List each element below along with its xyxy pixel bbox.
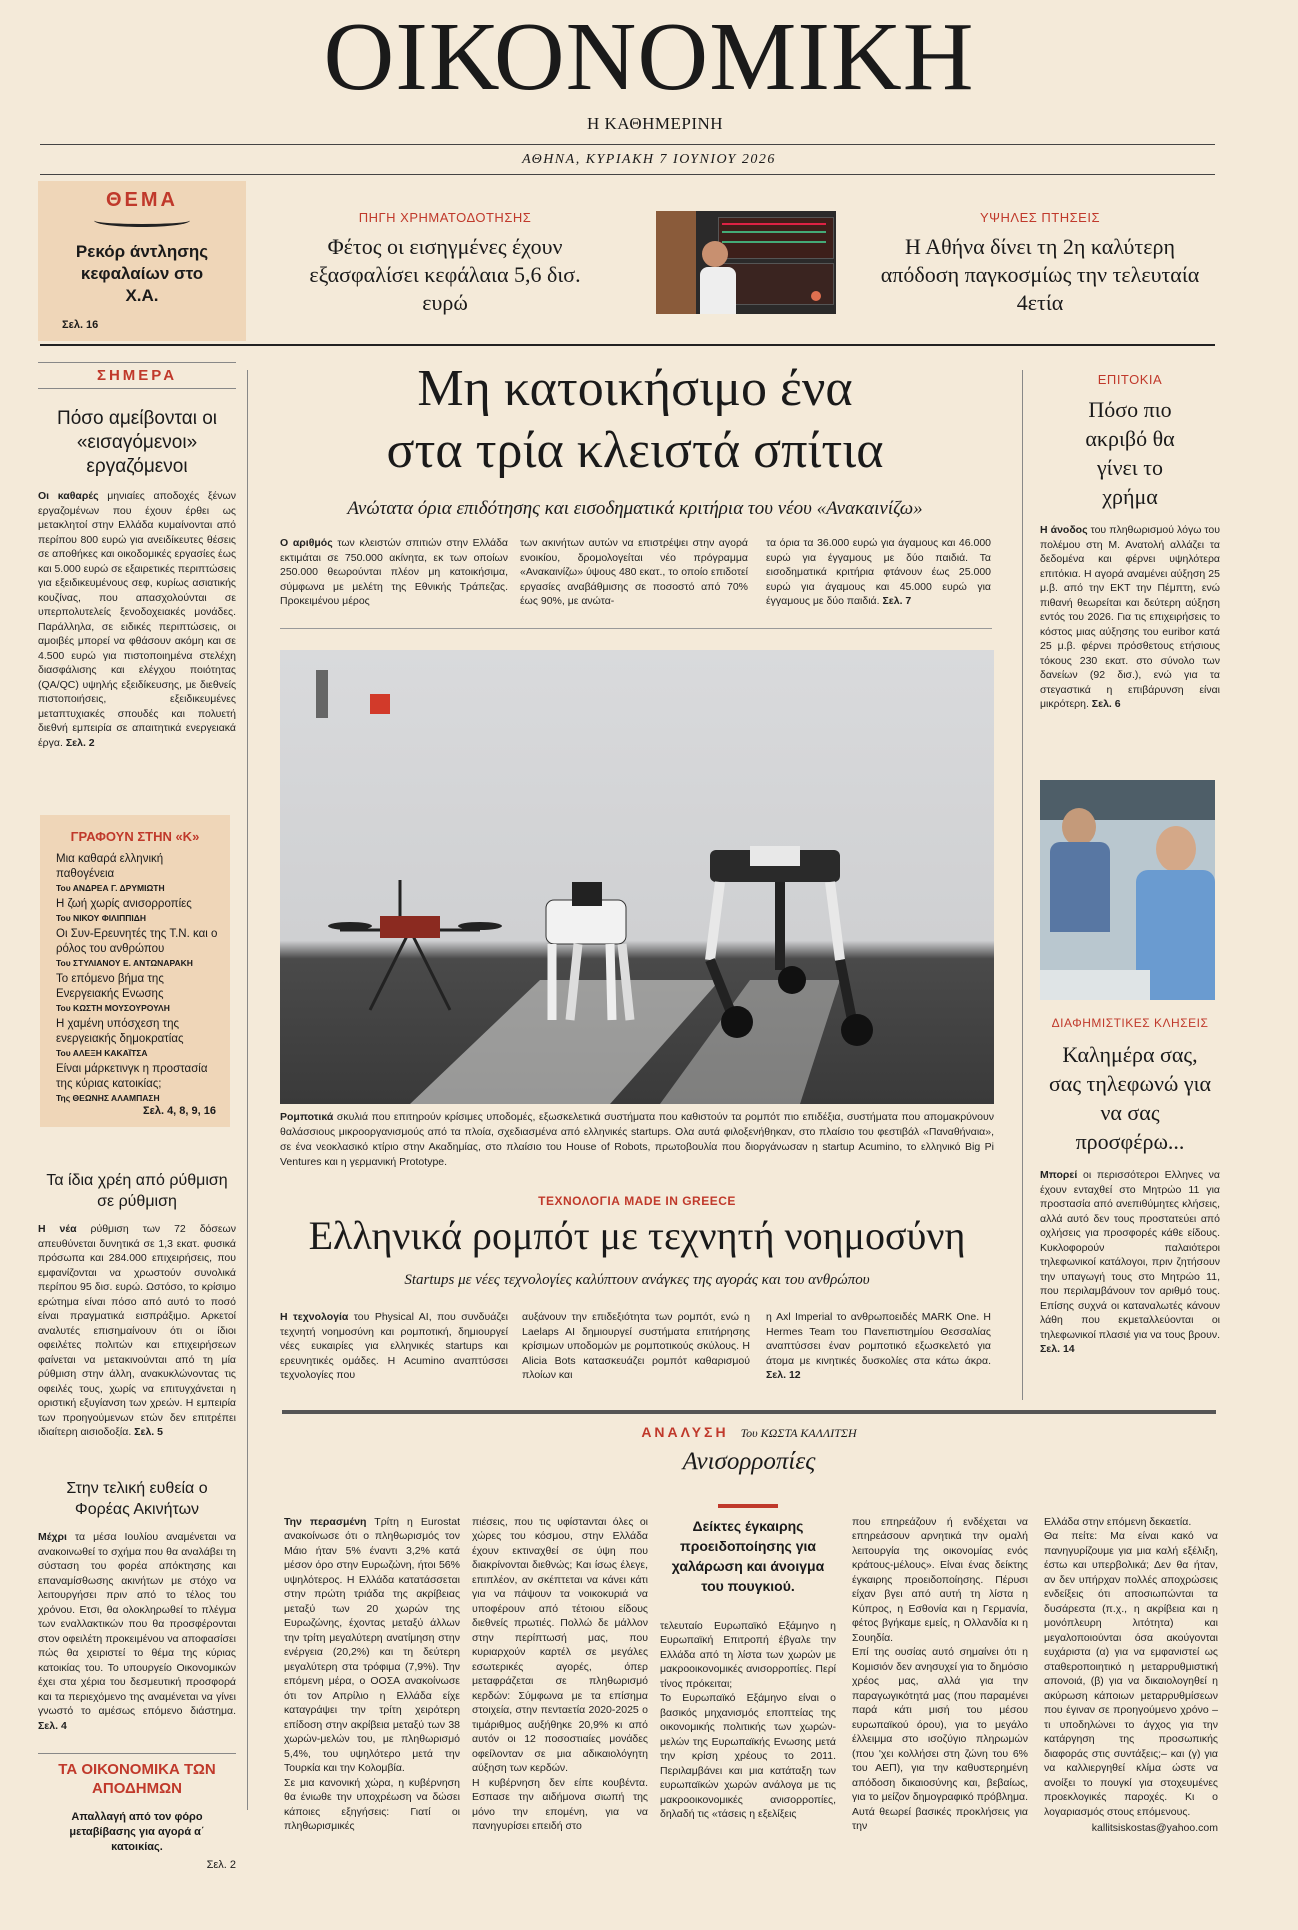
masthead-title: ΟΙΚΟΝΟΜΙΚΗ [323,3,975,111]
writer-title: Μια καθαρά ελληνική παθογένεια [56,853,164,880]
robots-col-2: αυξάνουν την επιδεξιότητα των ρομπότ, ενώ η Laelaps AI δημιουργεί συστήματα επιτήρησης κρίσιμων υποδομών με ρομποτικούς σκύλους. Η Alicia Bots κατασκευάζει ρομπότ καθαρισμού πλοίων και [522,1311,750,1381]
top-mid-story[interactable] [300,210,590,317]
writer-title: Είναι μάρκετινγκ η προστασία της κύριας κατοικίας; [56,1063,208,1090]
rates-body: Η άνοδος του πληθωρισμού λόγω του πολέμου στη Μ. Ανατολή αλλάζει τα δεδομένα και φέρνει υψηλότερα επιτόκια. Η αγορά αναμένει αύξηση 25 μ.β. από την ΕΚΤ την Πέμπτη, ενώ πιθανή θεωρείται και δεύτερη αύξηση εντός του 2026. Για τις επιχειρήσεις το κόστος μιας αύξησης του euribor κατά 25 μ.β. φέρνει πρόσθετους ετήσιους τόκους 230 εκατ. στο σύνολο των δανείων (92 δισ.), ενώ για τα στεγαστικά η επιβάρυνση είναι μικρότερη. Σελ. 6 [1040,524,1220,710]
writer-author: Της ΘΕΩΝΗΣ ΑΛΑΜΠΑΣΗ [56,1093,160,1103]
writer-item[interactable] [56,1017,220,1059]
writer-author: Του ΚΩΣΤΗ ΜΟΥΣΟΥΡΟΥΛΗ [56,1003,170,1013]
robots-headline[interactable]: Ελληνικά ρομπότ με τεχνητή νοημοσύνη [308,1213,966,1258]
writers-box [40,815,230,1127]
rates-headline: Πόσο πιο ακριβό θα γίνει το χρήμα [1085,397,1175,509]
writer-author: Του ΑΝΔΡΕΑ Γ. ΔΡΥΜΙΩΤΗ [56,883,165,893]
trader-photo [656,211,836,314]
photo-caption: Ρομποτικά σκυλιά που επιτηρούν κρίσιμες υποδομές, εξωσκελετικά συστήματα που καθιστούν τα ρομπότ πιο επιδέξια, συστήματα που απομακρύνουν θαλάσσιους μικροοργανισμούς από τα πλοία, σχεδιασμένα από ελληνικές startups. Ολα αυτά φιλοξενήθηκαν, στο πλαίσιο του φεστιβάλ «Παναθήναια», σε ένα νεοκλασικό κτίριο στην Ακαδημίας, στο πλαίσιο του House of Robots, πρωτοβουλία που διοργάνωσαν η startup Acumino, το ελληνικό Big Pi Ventures και η γερμανική Prototype. [280,1111,994,1168]
today-label: ΣΗΜΕΡΑ [96,367,178,384]
writers-list [56,852,220,1104]
calls-kicker: ΔΙΑΦΗΜΙΣΤΙΚΕΣ ΚΛΗΣΕΙΣ [1051,1016,1209,1030]
writer-item[interactable] [56,1062,220,1104]
tax-story[interactable] [38,1753,236,1871]
analysis-label: ΑΝΑΛΥΣΗ [641,1424,729,1440]
masthead-subtitle: Η ΚΑΘΗΜΕΡΙΝΗ [586,114,724,133]
fund-body: Μέχρι τα μέσα Ιουλίου αναμένεται να ανακοινωθεί το σχήμα που θα αναλάβει τη σύσταση του φορέα απόκτησης και επαναμίσθωσης ακινήτων με στόχο να λειτουργήσει πριν από το τέλος του χρόνου. Ετσι, θα ολοκληρωθεί το πλέγμα των εναλλακτικών που θα προσφέρονται στον οφειλέτη προκειμένου να αποφασίσει πώς θα χειριστεί το θέμα της κύριας κατοικίας του. Το υπουργείο Οικονομικών έχει στα χέρια του δεσμευτική προσφορά και τα περιεχόμενο της αναμένεται να γίνει γνωστό το αμέσως επόμενο διάστημα. Σελ. 4 [38,1531,236,1732]
writer-title: Η ζωή χωρίς ανισορροπίες [56,898,192,910]
writer-item[interactable] [56,972,220,1014]
thema-ref: Σελ. 16 [62,319,99,331]
debt-headline: Τα ίδια χρέη από ρύθμιση σε ρύθμιση [46,1172,228,1210]
main-headline-line-1: Μη κατοικήσιμο ένα [417,360,853,417]
writer-item[interactable] [56,897,220,924]
writer-title: Οι Συν-Ερευνητές της Τ.Ν. και ο ρόλος του ανθρώπου [56,928,218,955]
today-body: Οι καθαρές μηνιαίες αποδοχές ξένων εργαζομένων που έχουν έρθει ως μετακλητοί στην Ελλάδα κυμαίνονται από περίπου 800 ευρώ για ανειδίκευτες θέσεις σε αποθήκες και οικοδομικές εργασίες έως και 5.000 ευρώ σε εξαιρετικές περιπτώσεις για εξειδικευμένους σεφ, κυρίως ασιατικής κουζίνας, που απασχολούνται σε υπερπολυτελείς ξενοδοχειακές μονάδες. Παράλληλα, σε ειδικές περιπτώσεις, οι αμοιβές μπορεί να φθάσουν ακόμη και σε 4.500 ευρώ για πιστοποιημένα στελέχη διασφάλισης και ελέγχου ποιότητας (QA/QC) υψηλής εξειδίκευσης, με διεθνείς πιστοποιήσεις, εξειδικευμένες μεταπτυχιακές σπουδές και πολυετή διεθνή εμπειρία σε απαιτητικά ενεργειακά έργα. Σελ. 2 [38,490,236,749]
writer-author: Του ΝΙΚΟΥ ΦΙΛΙΠΠΙΔΗ [56,913,146,923]
analysis-email[interactable]: kallitsiskostas@yahoo.com [1091,1822,1218,1834]
analysis-title[interactable]: Ανισορροπίες [682,1448,816,1475]
writer-item[interactable] [56,927,220,969]
analysis-col-5: Ελλάδα στην επόμενη δεκαετία. Θα πείτε: Μα είναι κακό να πανηγυρίζουμε για μια καλή εξέλιξη, έστω και υπερβολικά; Δεν θα ήταν, αν δεν υπήρχαν πολλές αποχρώσεις ενδείξεις ότι αποσιωπώνται τα δυσάρεστα (π.χ., η ακρίβεια και η μονόπλευρη λιτότητα) και μεγαλοποιούνται όσα ακούγονται ευχάριστα (α) για να εμφανιστεί ως σταθεροποιητικό η μεταρρυθμιστική απονοιά, (β) για να δικαιολογηθεί η ακύρωση κάποιων μεταρρυθμίσεων που έγιναν σε προηγούμενο χρόνο – τι υποδηλώνει το άγχος για την κατάργηση της προσωπικής διαφοράς στις συντάξεις;– και (γ) για να καλλιεργηθεί κλίμα ώστε να ανοίξει το πουγκί για στοχευμένες προεκλογικές παροχές. Κι ο λογαριασμός στους επόμενους. kallitsiskostas@yahoo.com [1044,1515,1218,1834]
writer-author: Του ΑΛΕΞΗ ΚΑΚΑΪΤΣΑ [56,1048,148,1058]
analysis-col-4: που επηρεάζουν ή ενδέχεται να επηρεάσουν αρνητικά την ομαλή λειτουργία της οικονομίας ενός κράτους-μέλους». Είναι ένας δείκτης έγκαιρης προειδοποίησης. Πέρυσι είχαν βγει από αυτή τη λίστα η Κύπρος, η Εσθονία και η Γερμανία, φέτος βγήκαμε εμείς, η Ολλανδία κι η Σουηδία. Επί της ουσίας αυτό σημαίνει ότι η Κομισιόν δεν ανησυχεί για το δημόσιο χρέος μας, αλλά για την παραγωγικότητά μας (που παραμένει παρά κάτι μισή του μέσου ευρωπαϊκού όρου), για το μεγάλο έλλειμμα στο ισοζύγιο πληρωμών (που 'χει κολλήσει στη ζώνη του 6% του ΑΕΠ), για την καθυστερημένη απόδοση δικαιοσύνης και, βεβαίως, για το μείζον δημογραφικό πρόβλημα. Αυτά θεωρεί βασικές προκλήσεις για την [852,1515,1028,1832]
writer-author: Του ΣΤΥΛΙΑΝΟΥ Ε. ΑΝΤΩΝΑΡΑΚΗ [56,958,193,968]
tax-ref: Σελ. 2 [206,1859,236,1871]
calls-body: Μπορεί οι περισσότεροι Ελληνες να έχουν ενταχθεί στο Μητρώο 11 για προστασία από ανεπιθύμητες κλήσεις, αλλά αυτό δεν τους προστατεύει από οχλήσεις για προσφορές κάθε είδους. Κυκλοφορούν παλαιότεροι τηλεφωνικοί κατάλογοι, πριν ζητήσουν την υπαγωγή τους στο Μητρώο 11, που περιλαμβάνουν τον αριθμό τους. Επίσης συχνά οι καταναλωτές κάνουν λάθη που εκμεταλλεύονται οι τηλεφωνικοί πλασιέ για να τους βρουν. Σελ. 14 [1040,1169,1220,1355]
robots-col-1: Η τεχνολογία του Physical AI, που συνδυάζει τεχνητή νοημοσύνη και ρομποτική, δημιουργεί νέες ευκαιρίες για ελληνικές startups και ερευνητικές ομάδες. Η Acumino αναπτύσσει τεχνολογίες που [280,1311,508,1381]
tax-body: Απαλλαγή από τον φόρο μεταβίβασης για αγορά α΄ κατοικίας. [69,1811,205,1853]
calls-story[interactable] [1040,1016,1220,1357]
analysis-header [282,1424,1216,1442]
main-col-2: των ακινήτων αυτών να επιστρέψει στην αγορά ενοικίου, δρομολογείται νέο πρόγραμμα «Ανακαινίζω» ύψους 480 εκατ., το οποίο επιδοτεί εργασίες αναβάθμισης σε ποσοστό από 70% έως 90%, με ανώτα- [520,537,748,607]
calls-headline: Καλημέρα σας, σας τηλεφωνώ για να σας προσφέρω... [1048,1042,1212,1154]
main-col-1: Ο αριθμός των κλειστών σπιτιών στην Ελλάδα εκτιμάται σε 750.000 ακίνητα, εκ των οποίων 250.000 θεωρούνται πλέον μη κατοικήσιμα, σύμφωνα με μελέτη της Εθνικής Τράπεζας. Προκειμένου μέρος [280,537,508,607]
fund-story[interactable] [38,1478,236,1733]
top-right-kicker: ΥΨΗΛΕΣ ΠΤΗΣΕΙΣ [980,210,1100,225]
robots-illustration [280,650,994,1104]
analysis-byline: Του ΚΩΣΤΑ ΚΑΛΛΙΤΣΗ [740,1426,857,1440]
main-subhead: Ανώτατα όρια επιδότησης και εισοδηματικά κριτήρια του νέου «Ανακαινίζω» [347,498,923,519]
callcenter-photo [1040,780,1215,1000]
analysis-pull-quote: Δείκτες έγκαιρης προειδοποίησης για χαλάρωση και άνοιγμα του πουγκιού. [660,1500,836,1596]
writers-ref: Σελ. 4, 8, 9, 16 [143,1105,216,1117]
robots-col-3: η Axl Imperial το ανθρωποειδές MARK One. Η Hermes Team του Πανεπιστημίου Θεσσαλίας αναπτύσσει έναν ρομποτικό εξωσκελετό για άτομα με κινητικές δυσκολίες στα κάτω άκρα. Σελ. 12 [766,1311,991,1381]
robots-subhead: Startups με νέες τεχνολογίες καλύπτουν ανάγκες της αγοράς και του ανθρώπου [404,1272,870,1288]
fund-headline: Στην τελική ευθεία ο Φορέας Ακινήτων [66,1480,208,1518]
analysis-col-3: τελευταίο Ευρωπαϊκό Εξάμηνο η Ευρωπαϊκή Επιτροπή έβγαλε την Ελλάδα από τη λίστα των χωρών με μακροοικονομικές ανισορροπίες. Περί τίνος πρόκειται; Το Ευρωπαϊκό Εξάμηνο είναι ο βασικός μηχανισμός εποπτείας της οικονομικής πολιτικής των χωρών-μελών της Ευρωπαϊκής Ενωσης μετά την κρίση χρέους το 2011. Περιλαμβάνει και μια κατάταξη των ευρωπαϊκών χωρών ανάλογα με τις μακροοικονομικές ανισορροπίες, δηλαδή τις «τάσεις η εξελίξεις [660,1619,836,1820]
writer-item[interactable] [56,852,220,894]
writer-title: Η χαμένη υπόσχεση της ενεργειακής δημοκρατίας [56,1018,184,1045]
debt-story[interactable] [38,1170,236,1440]
today-headline[interactable]: Πόσο αμείβονται οι «εισαγόμενοι» εργαζόμενοι [57,408,217,477]
rates-kicker: ΕΠΙΤΟΚΙΑ [1097,372,1163,387]
left-column [38,362,236,750]
drone [340,880,480,1010]
main-headline-line-2: στα τρία κλειστά σπίτια [386,422,884,479]
analysis-col-2: πιέσεις, που τις υφίστανται όλες οι χώρες του κόσμου, στην Ελλάδα έχουν εκτιναχθεί σε ύψη που διακρίνονται διεθνώς; Και ίσως έλεγε, επιπλέον, αν σκέπτεται να κάνει κάτι για να πάψουν τα νοικοκυριά να υποφέρουν από τέτοιου είδους διεθνείς πρωτιές. Πολλώ δε μάλλον στην περίπτωσή μας, που κυριαρχούν καρτέλ σε μεγάλες εσωτερικές αγορές, όπερ μεταφράζεται σε πληθωρισμό κερδών: Σύμφωνα με τα επίσημα στοιχεία, στην πενταετία 2020-2025 ο τιμάριθμος αυξήθηκε 20,9% κι από αυτόν οι 12 ποσοστιαίες μονάδες οφείλονταν σε μια αδικαιολόγητη αύξηση των κερδών. Η κυβέρνηση δεν είπε κουβέντα. Εσπασε την αιδήμονα σιωπή της μόνο την επομένη, για να πανηγυρίσει επειδή στο [472,1515,648,1832]
analysis-col-1: Την περασμένη Τρίτη η Eurostat ανακοίνωσε ότι ο πληθωρισμός τον Μάιο ήταν 5% έναντι 3,2% κατά μέσον όρο στην Ευρωζώνη, ήτοι 56% υψηλότερος. Η Ελλάδα κατατάσσεται στην πρώτη τριάδα της ακρίβειας μεταξύ των 20 χωρών της Ευρωζώνης, έχοντας μεταξύ άλλων την τρίτη μεγαλύτερη ανατίμηση στην ενέργεια (20,2%) και τη δεύτερη μεγαλύτερη στα τρόφιμα (7,9%). Την επόμενη μέρα, ο ΟΟΣΑ ανακοίνωσε ότι τον Απρίλιο η Ελλάδα είχε καταγράψει την τρίτη χειρότερη επίδοση στην ακρίβεια μεταξύ των 38 χωρών-μελών του, με πληθωρισμό 5,4%, του υψηλότερο μετά την Τουρκία και την Κολομβία. Σε μια κανονική χώρα, η κυβέρνηση θα ένιωθε την υποχρέωση να δώσει κάποιες εξηγήσεις: Γιατί οι πληθωρισμικές [284,1515,460,1832]
top-mid-headline: Φέτος οι εισηγμένες έχουν εξασφαλίσει κεφάλαια 5,6 δισ. ευρώ [309,234,581,315]
rates-story[interactable] [1040,372,1220,712]
debt-body: Η νέα ρύθμιση των 72 δόσεων απευθύνεται δυνητικά σε 1,3 εκατ. φυσικά πρόσωπα και 284.000 επιχειρήσεις, που εμφανίζονται να χρωστούν συνολικά περίπου 95 δισ. ευρώ. Ωστόσο, το κρίσιμο ερώτημα είναι πόσο από αυτό το ποσό είναι πραγματικά εισπράξιμο. Αρκετοί αναλυτές επισημαίνουν ότι οι ίδιοι οφειλέτες πολιτών και επιχειρήσεων φαίνεται να μετακινούνται από τη μία ρύθμιση στην άλλη, ανακυκλώνοντας τις οφειλές τους, χωρίς να επιτυγχάνεται η οριστική εξυγίανση των χρεών. Η εμπειρία των προηγούμενων ετών δεν επιτρέπει ιδιαίτερη αισιοδοξία. Σελ. 5 [38,1223,236,1438]
writers-label: ΓΡΑΦΟΥΝ ΣΤΗΝ «Κ» [70,829,200,844]
thema-box[interactable] [38,181,246,341]
thema-swash [94,214,190,227]
main-headline[interactable] [260,358,1010,482]
top-right-story[interactable] [880,210,1200,317]
main-col-3: τα όρια τα 36.000 ευρώ για άγαμους και 46.000 ευρώ για έγγαμους με δύο παιδιά. Τα εισοδηματικά κριτήρια φτάνουν έως 25.000 ευρώ για άγαμους και 45.000 ευρώ για έγγαμους με δύο παιδιά. Σελ. 7 [766,537,991,607]
robots-photo [280,650,994,1104]
writer-title: Το επόμενο βήμα της Ενεργειακής Ενωσης [56,973,164,1000]
robots-kicker: ΤΕΧΝΟΛΟΓΙΑ MADE IN GREECE [538,1194,736,1208]
masthead-date: ΑΘΗΝΑ, ΚΥΡΙΑΚΗ 7 ΙΟΥΝΙΟΥ 2026 [522,152,776,167]
tax-label: ΤΑ ΟΙΚΟΝΟΜΙΚΑ ΤΩΝ ΑΠΟΔΗΜΩΝ [58,1761,216,1797]
thema-label: ΘΕΜΑ [106,189,178,211]
top-mid-kicker: ΠΗΓΗ ΧΡΗΜΑΤΟΔΟΤΗΣΗΣ [358,210,532,225]
thema-headline: Ρεκόρ άντλησης κεφαλαίων στο Χ.Α. [75,242,209,305]
top-right-headline: Η Αθήνα δίνει τη 2η καλύτερη απόδοση παγκοσμίως την τελευταία 4ετία [880,234,1200,315]
